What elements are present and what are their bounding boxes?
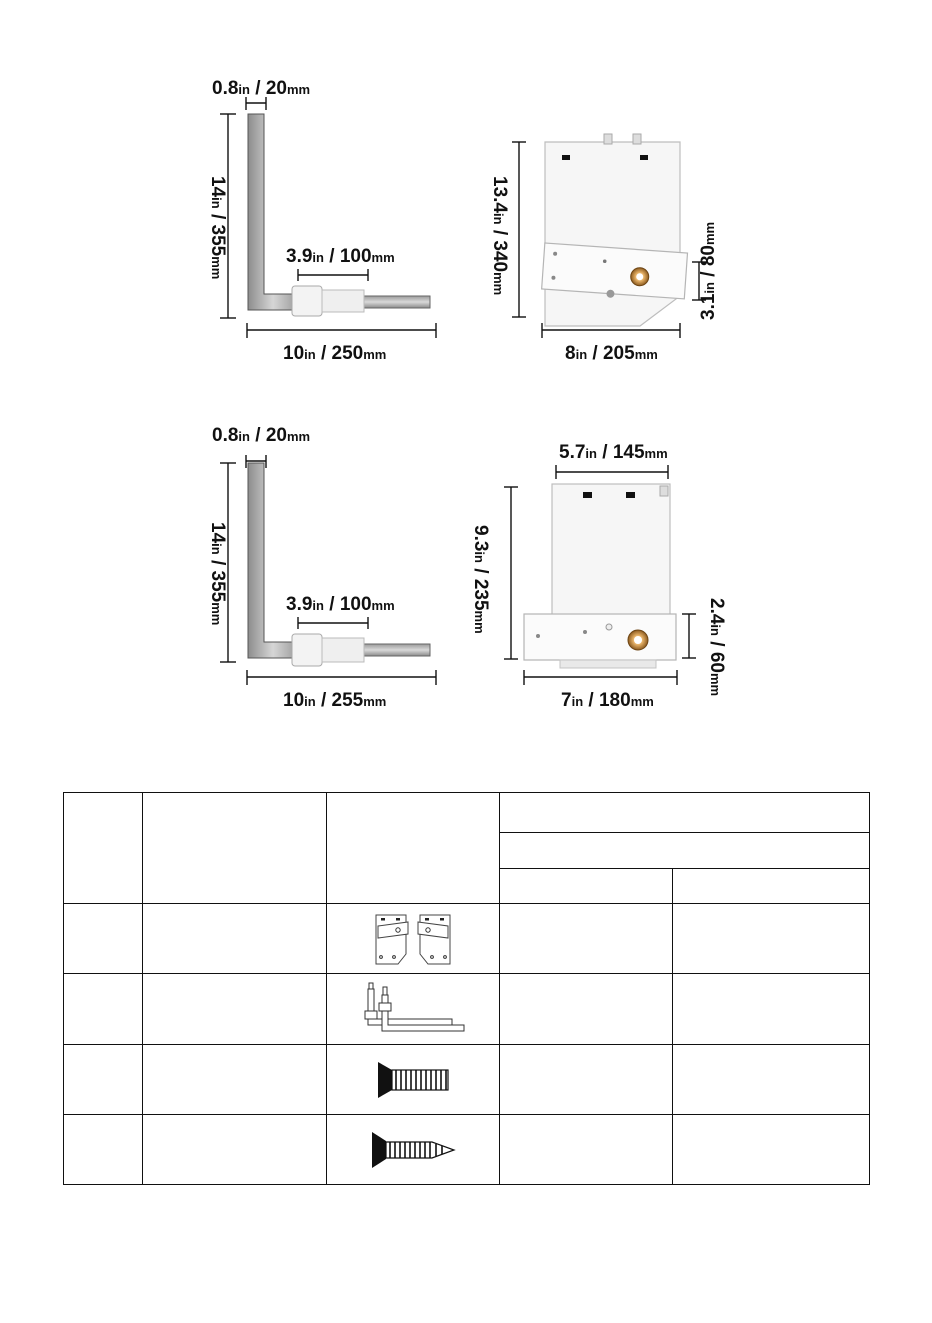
dim-top-width-label: 0.8in / 20mm [212,78,311,99]
row-image-cell [327,974,500,1045]
dim-plate-height-label: 13.4in / 340mm [489,176,510,296]
row-image-cell [327,904,500,974]
row-name-cell [143,904,327,974]
dim-length-label: 10in / 250mm [283,343,387,364]
l-pin-diagram-bottom [207,425,436,711]
row-image-cell [327,1115,500,1185]
dim-mount-plate-label-2: 2.4in / 60mm [706,598,727,697]
row-qty-a-cell [500,974,673,1045]
header-cell-col-b [673,869,870,904]
row-qty-b-cell [673,974,870,1045]
dim-plate-width-label: 8in / 205mm [565,343,658,364]
hinge-plate-diagram-top [489,134,719,364]
row-number-cell [64,974,143,1045]
dim-plate-width-label-2: 7in / 180mm [561,690,654,711]
row-qty-b-cell [673,1045,870,1115]
header-cell-no [64,793,143,904]
table-row [64,1115,870,1185]
row-qty-a-cell [500,1045,673,1115]
table-row [64,1045,870,1115]
dim-plate-top-width-label: 5.7in / 145mm [559,442,668,463]
header-cell-quantity [500,793,870,833]
row-number-cell [64,1045,143,1115]
table-row [64,974,870,1045]
header-cell-image [327,793,500,904]
dim-pin-label-2: 3.9in / 100mm [286,594,395,615]
hinge-plates-icon [368,912,458,966]
dim-plate-height-label-2: 9.3in / 235mm [470,525,491,634]
row-number-cell [64,904,143,974]
row-qty-a-cell [500,904,673,974]
l-pin-icon [360,981,466,1037]
dim-pin-label: 3.9in / 100mm [286,246,395,267]
flat-head-bolt-icon [376,1060,450,1100]
row-number-cell [64,1115,143,1185]
dim-height-label: 14in / 355mm [207,176,228,280]
row-name-cell [143,1045,327,1115]
row-qty-b-cell [673,904,870,974]
table-row [64,904,870,974]
header-cell-name [143,793,327,904]
row-qty-a-cell [500,1115,673,1185]
l-pin-diagram-top [207,78,436,364]
header-cell-subheading [500,833,870,869]
row-image-cell [327,1045,500,1115]
dim-length-label-2: 10in / 255mm [283,690,387,711]
dim-mount-plate-label: 3.1in / 80mm [698,221,719,320]
wood-screw-icon [370,1130,456,1170]
parts-table [63,792,870,1185]
dim-height-label-2: 14in / 355mm [207,522,228,626]
row-qty-b-cell [673,1115,870,1185]
header-cell-col-a [500,869,673,904]
row-name-cell [143,974,327,1045]
hinge-plate-diagram-bottom [470,442,727,711]
dim-top-width-label-2: 0.8in / 20mm [212,425,311,446]
row-name-cell [143,1115,327,1185]
